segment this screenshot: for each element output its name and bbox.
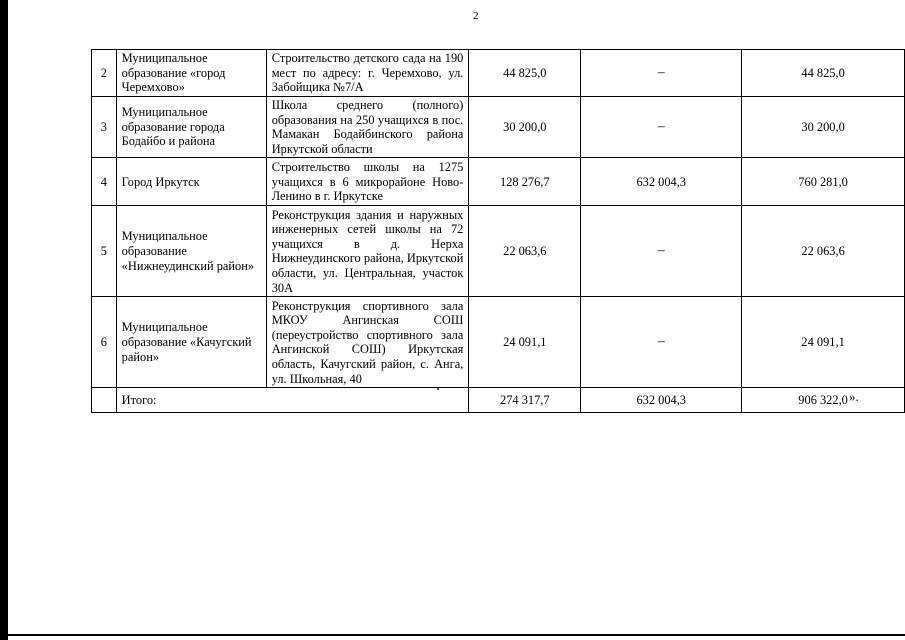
scan-speck <box>437 388 439 390</box>
municipality-cell: Город Иркутск <box>116 158 266 206</box>
scan-left-border <box>0 0 8 640</box>
total-cell: 44 825,0 <box>742 50 905 97</box>
amount-cell: 24 091,1 <box>469 297 581 388</box>
scan-bottom-border <box>0 634 905 636</box>
funding-table <box>91 49 905 413</box>
amount-cell: 128 276,7 <box>469 158 581 206</box>
municipality-cell: Муниципальное образование города Бодайбо и района <box>116 97 266 158</box>
object-cell: Реконструкция спортивного зала МКОУ Ангинская СОШ (переустройство спортивного зала Ангинской СОШ) Иркутская область, Качугский район, с. Анга, ул. Школьная, 40 <box>266 297 469 388</box>
municipality-cell: Муниципальное образование «Нижнеудинский район» <box>116 206 266 297</box>
amount-cell: – <box>581 297 742 388</box>
closing-quote-mark: ». <box>849 389 859 404</box>
total-cell: 22 063,6 <box>742 206 905 297</box>
row-number: 2 <box>92 50 117 97</box>
table-row <box>92 297 905 388</box>
municipality-cell: Муниципальное образование «Качугский район» <box>116 297 266 388</box>
total-cell: 24 091,1 <box>742 297 905 388</box>
amount-cell: – <box>581 50 742 97</box>
amount-cell: 632 004,3 <box>581 158 742 206</box>
amount-cell: – <box>581 97 742 158</box>
table-row <box>92 158 905 206</box>
object-cell: Школа среднего (полного) образования на 250 учащихся в пос. Мамакан Бодайбинского района Иркутской области <box>266 97 469 158</box>
row-number: 5 <box>92 206 117 297</box>
table-row <box>92 97 905 158</box>
totals-amount-cell: 632 004,3 <box>581 388 742 413</box>
total-cell: 30 200,0 <box>742 97 905 158</box>
amount-cell: 30 200,0 <box>469 97 581 158</box>
object-cell: Строительство детского сада на 190 мест по адресу: г. Черемхово, ул. Забойщика №7/А <box>266 50 469 97</box>
table-row <box>92 206 905 297</box>
total-cell: 760 281,0 <box>742 158 905 206</box>
totals-amount-cell: 274 317,7 <box>469 388 581 413</box>
municipality-cell: Муниципальное образование «город Черемхово» <box>116 50 266 97</box>
totals-row <box>92 388 905 413</box>
amount-cell: – <box>581 206 742 297</box>
table-row <box>92 50 905 97</box>
object-cell: Строительство школы на 1275 учащихся в 6 микрорайоне Ново-Ленино в г. Иркутске <box>266 158 469 206</box>
object-cell: Реконструкция здания и наружных инженерных сетей школы на 72 учащихся в д. Нерха Нижнеудинского района, Иркутской области, ул. Центральная, участок 30А <box>266 206 469 297</box>
row-number: 4 <box>92 158 117 206</box>
row-number: 3 <box>92 97 117 158</box>
totals-label: Итого: <box>116 388 469 413</box>
amount-cell: 22 063,6 <box>469 206 581 297</box>
empty-cell <box>92 388 117 413</box>
row-number: 6 <box>92 297 117 388</box>
amount-cell: 44 825,0 <box>469 50 581 97</box>
totals-total-cell: 906 322,0 <box>742 388 905 413</box>
page-number: 2 <box>473 10 479 22</box>
